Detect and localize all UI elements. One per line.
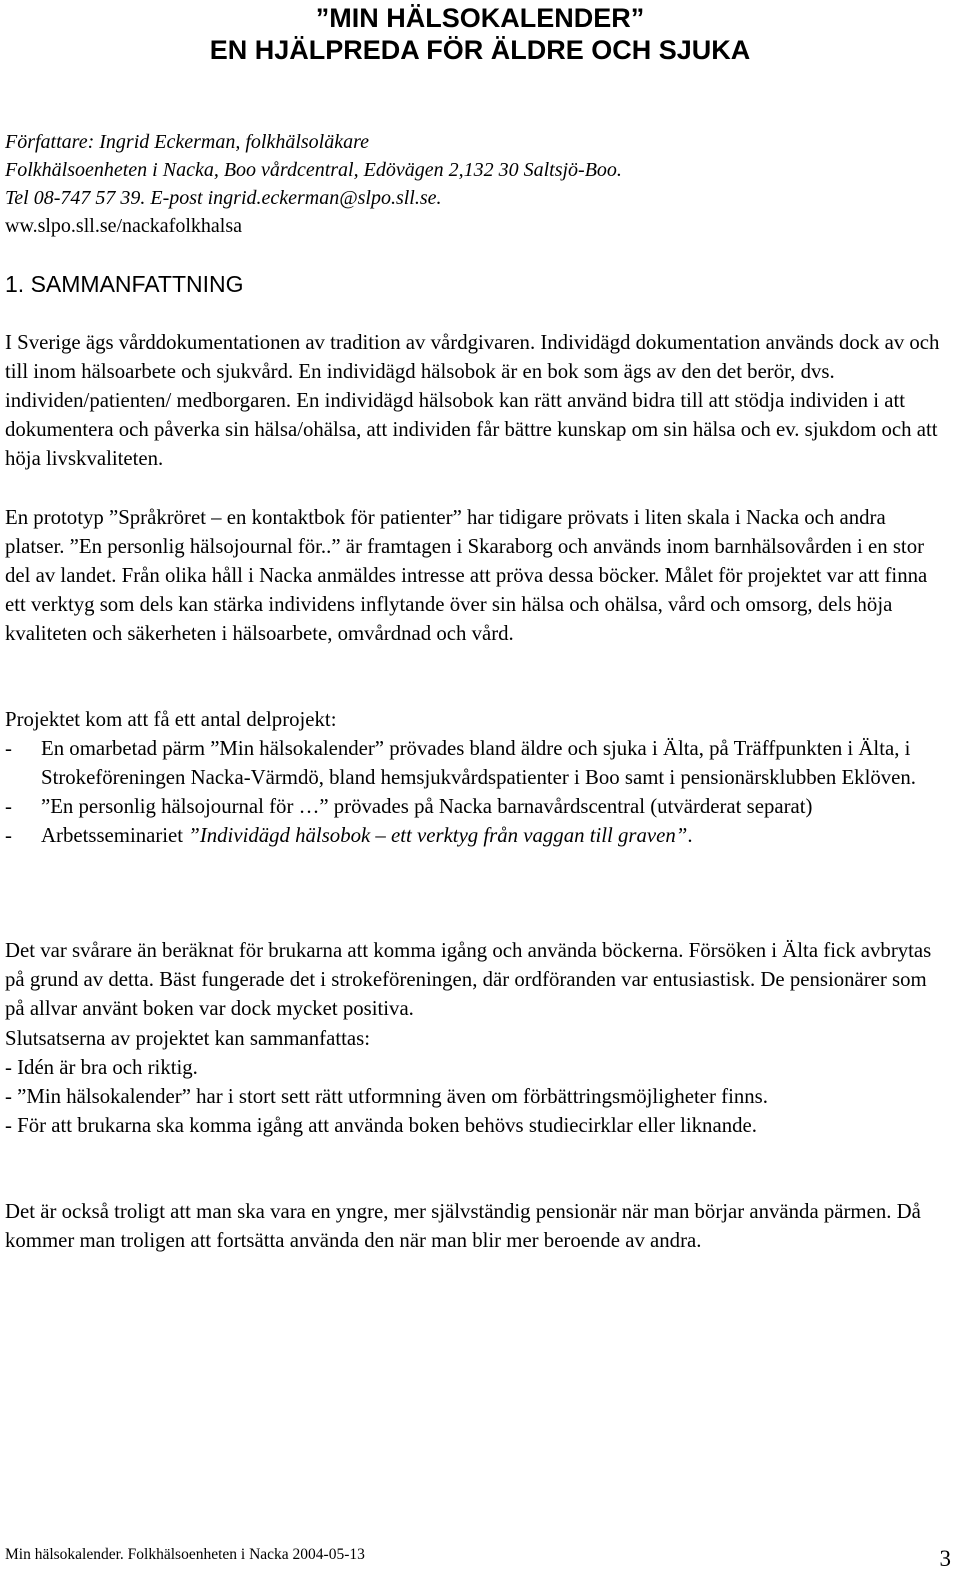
list-item-text: En omarbetad pärm ”Min hälsokalender” prövades bland äldre och sjuka i Älta, på Träffpunkten i Älta, i Strokeföreningen Nacka-Värmdö, bland hemsjukvårdspatienter i Boo samt i pensionärsklubben Eklöven. <box>41 737 916 789</box>
list-item <box>5 821 950 850</box>
subprojects-list <box>5 734 950 850</box>
list-dash: - <box>5 737 12 760</box>
document-title <box>5 0 955 66</box>
list-item <box>5 734 950 792</box>
author-line: Författare: Ingrid Eckerman, folkhälsoläkare <box>5 131 370 153</box>
list-item-suffix: . <box>687 824 693 847</box>
list-item: - ”Min hälsokalender” har i stort sett rätt utformning även om förbättringsmöjligheter finns. <box>5 1085 768 1108</box>
paragraph-1: I Sverige ägs vårddokumentationen av tradition av vårdgivaren. Individägd dokumentation används dock av och till inom hälsoarbete och sjukvård. En individägd hälsobok är en bok som ägs av den det berör, dvs. individen/patienten/ medborgaren. En individägd hälsobok kan rätt använd bidra till att stödja individen i att dokumentera och påverka sin hälsa/ohälsa, att individen får bättre kunskap om sin hälsa och ev. sjukdom och att höja livskvaliteten. <box>5 331 940 470</box>
author-block <box>5 128 622 240</box>
contact-phone-email: Tel 08-747 57 39. E-post ingrid.eckerman@slpo.sll.se. <box>5 187 442 209</box>
section-heading: 1. SAMMANFATTNING <box>5 271 244 297</box>
contact-line <box>5 184 622 240</box>
page-number: 3 <box>939 1546 951 1571</box>
paragraph-4: Det var svårare än beräknat för brukarna att komma igång och använda böckerna. Försöken i Älta fick avbrytas på grund av detta. Bäst fungerade det i strokeföreningen, där ordföranden var entusiastisk. De pensionärer som på allvar använt boken var dock mycket positiva. <box>5 939 932 1020</box>
conclusions-list <box>5 1053 950 1140</box>
title-line-2: EN HJÄLPREDA FÖR ÄLDRE OCH SJUKA <box>209 35 751 65</box>
list-item: - För att brukarna ska komma igång att använda boken behövs studiecirklar eller liknande. <box>5 1114 757 1137</box>
affiliation-line: Folkhälsoenheten i Nacka, Boo vårdcentral, Edövägen 2,132 30 Saltsjö-Boo. <box>5 159 622 181</box>
seminar-title: ”Individägd hälsobok – ett verktyg från vaggan till graven” <box>188 824 688 847</box>
conclusions-intro: Slutsatserna av projektet kan sammanfattas: <box>5 1027 370 1050</box>
subprojects-intro: Projektet kom att få ett antal delprojekt: <box>5 708 337 731</box>
title-line-1: ”MIN HÄLSOKALENDER” <box>315 3 645 33</box>
contact-web: ww.slpo.sll.se/nackafolkhalsa <box>5 215 242 237</box>
page-footer: Min hälsokalender. Folkhälsoenheten i Nacka 2004-05-13 <box>5 1546 365 1563</box>
list-item-prefix: Arbetsseminariet <box>41 824 189 847</box>
document-page <box>5 0 955 1571</box>
list-dash: - <box>5 824 12 847</box>
paragraph-5: Det är också troligt att man ska vara en yngre, mer självständig pensionär när man börjar använda pärmen. Då kommer man troligen att fortsätta använda den när man blir mer beroende av andra. <box>5 1200 921 1252</box>
list-dash: - <box>5 795 12 818</box>
list-item: - Idén är bra och riktig. <box>5 1056 198 1079</box>
paragraph-2: En prototyp ”Språkröret – en kontaktbok för patienter” har tidigare prövats i liten skala i Nacka och andra platser. ”En personlig hälsojournal för..” är framtagen i Skaraborg och används inom barnhälsovården i en stor del av landet. Från olika håll i Nacka anmäldes intresse att pröva dessa böcker. Målet för projektet var att finna ett verktyg som dels kan stärka individens inflytande över sin hälsa och ohälsa, vård och omsorg, dels höja kvaliteten och säkerheten i hälsoarbete, omvårdnad och vård. <box>5 506 928 645</box>
list-item-text: ”En personlig hälsojournal för …” prövades på Nacka barnavårdscentral (utvärderat separat) <box>41 795 813 818</box>
list-item <box>5 792 950 821</box>
